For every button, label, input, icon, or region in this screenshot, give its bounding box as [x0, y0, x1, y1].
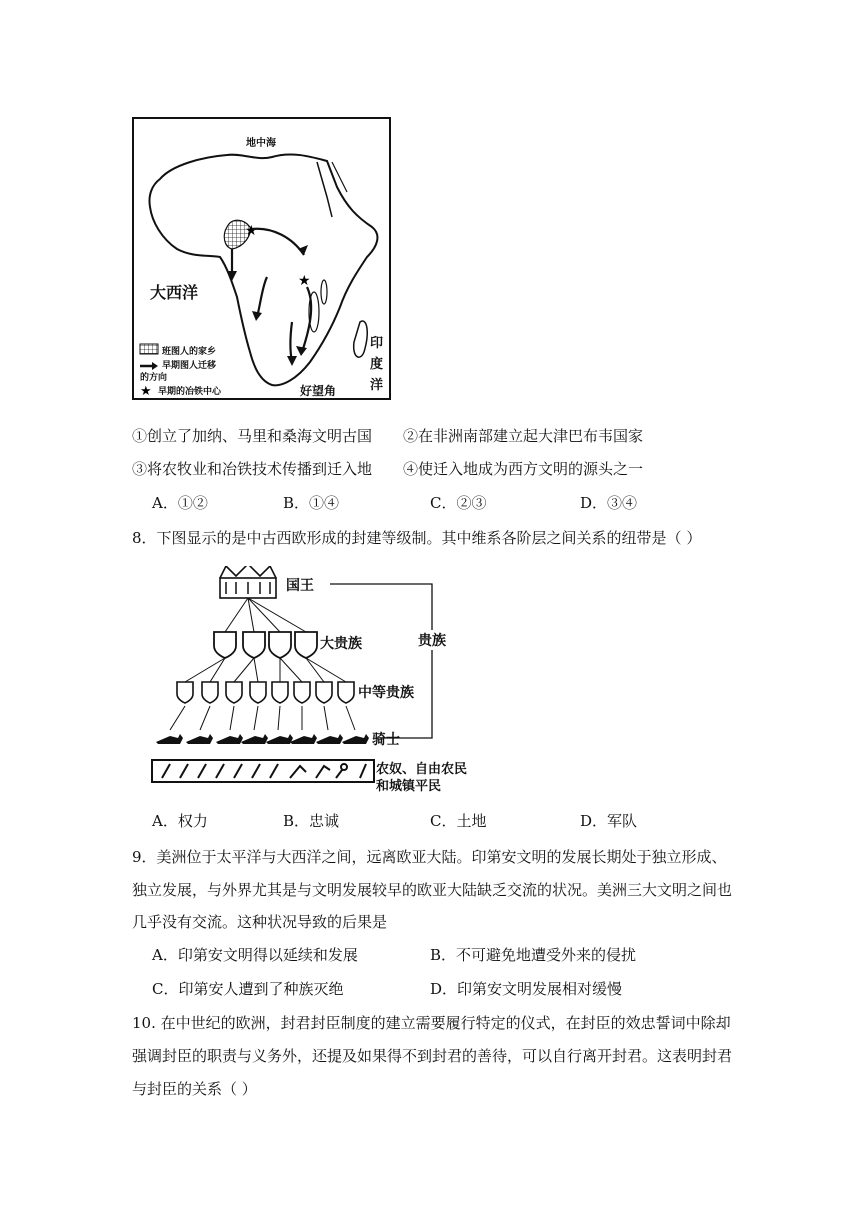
q7-option-c[interactable]: C．②③	[430, 494, 487, 512]
diagram-knights: 骑士	[372, 732, 400, 748]
iron-center-star-icon: ★	[245, 223, 258, 239]
q8-option-b[interactable]: B．忠诚	[283, 812, 340, 830]
diagram-middle-nobles: 中等贵族	[358, 685, 414, 701]
legend-migration-2: 的方向	[140, 373, 168, 383]
diagram-nobility: 贵族	[418, 630, 446, 650]
crown-icon	[220, 566, 276, 598]
q7-option-a[interactable]: A．①②	[152, 494, 208, 512]
q9-option-c[interactable]: C．印第安人遭到了种族灭绝	[152, 980, 344, 998]
legend-migration-1: 早期图人迁移	[162, 361, 217, 371]
legend-iron-center: 早期的冶铁中心	[158, 387, 222, 397]
q9-option-a[interactable]: A．印第安文明得以延续和发展	[152, 946, 358, 964]
q9-stem-line2: 独立发展，与外界尤其是与文明发展较早的欧亚大陆缺乏交流的状况。美洲三大文明之间也	[132, 881, 733, 899]
q8-option-a[interactable]: A．权力	[152, 812, 208, 830]
q7-statement-2: ②在非洲南部建立起大津巴布韦国家	[403, 427, 644, 445]
q7-statement-1: ①创立了加纳、马里和桑海文明古国	[132, 427, 373, 445]
legend-homeland: 班图人的家乡	[162, 347, 217, 357]
feudal-hierarchy-diagram	[150, 566, 490, 794]
africa-map-figure	[132, 117, 391, 400]
q8-option-d[interactable]: D．军队	[580, 812, 638, 830]
map-label-cape: 好望角	[300, 384, 337, 398]
map-label-atlantic: 大西洋	[150, 283, 199, 302]
q7-option-d[interactable]: D．③④	[580, 494, 638, 512]
q7-statement-4: ④使迁入地成为西方文明的源头之一	[403, 460, 644, 478]
iron-center-star-icon: ★	[298, 273, 311, 289]
q9-stem-line1: 9．美洲位于太平洋与大西洋之间，远离欧亚大陆。印第安文明的发展长期处于独立形成、	[132, 848, 727, 866]
q7-statement-3: ③将农牧业和冶铁技术传播到迁入地	[132, 460, 373, 478]
map-label-indian-3: 洋	[370, 378, 384, 393]
diagram-great-nobles: 大贵族	[320, 636, 362, 652]
knight-icons	[156, 734, 369, 744]
q8-option-c[interactable]: C．土地	[430, 812, 487, 830]
legend-star-icon: ★	[140, 384, 152, 399]
q10-stem-line3: 与封臣的关系（ ）	[132, 1080, 257, 1098]
q9-stem-line3: 几乎没有交流。这种状况导致的后果是	[132, 913, 388, 931]
q10-stem-line1: 10. 在中世纪的欧洲，封君封臣制度的建立需要履行特定的仪式，在封臣的效忠誓词中除却	[132, 1014, 731, 1032]
map-label-mediterranean: 地中海	[246, 134, 276, 149]
q10-stem-line2: 强调封臣的职责与义务外，还提及如果得不到封君的善待，可以自行离开封君。这表明封君	[132, 1047, 733, 1065]
diagram-king: 国王	[286, 578, 314, 594]
q8-stem: 8．下图显示的是中古西欧形成的封建等级制。其中维系各阶层之间关系的纽带是（ ）	[132, 529, 702, 547]
q9-option-d[interactable]: D．印第安文明发展相对缓慢	[430, 980, 623, 998]
q9-option-b[interactable]: B．不可避免地遭受外来的侵扰	[430, 946, 637, 964]
map-label-indian-2: 度	[370, 357, 384, 372]
q7-option-b[interactable]: B．①④	[283, 494, 340, 512]
diagram-commoners-2: 和城镇平民	[376, 779, 442, 794]
diagram-commoners-1: 农奴、自由农民	[376, 762, 468, 777]
map-label-indian-1: 印	[370, 336, 384, 351]
